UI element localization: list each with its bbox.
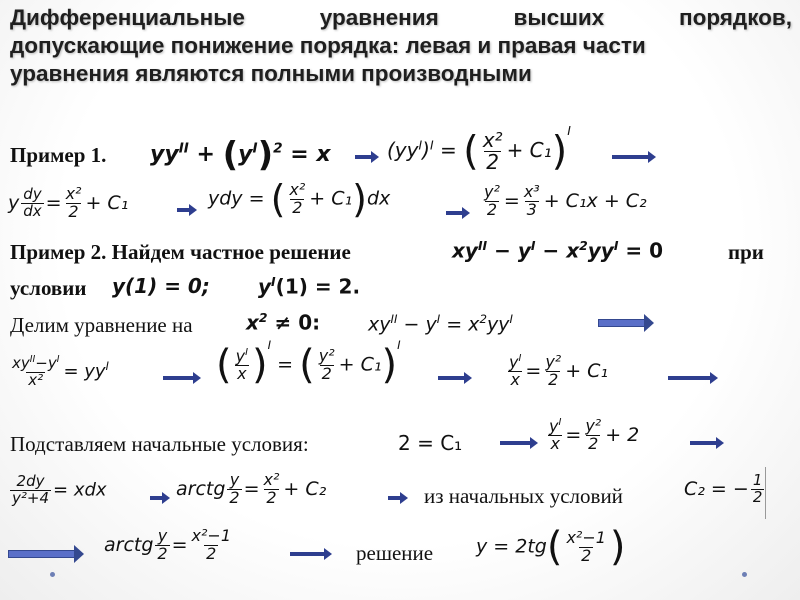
initial-num <box>547 418 563 435</box>
example1-paren-sup: I <box>252 140 258 157</box>
step2-a-num-1-sup: II <box>29 354 36 365</box>
example1-eq-a-sup: II <box>178 140 189 157</box>
step2-b-paren-open: ( <box>216 342 232 388</box>
step2-c-den: x <box>510 370 520 390</box>
divide-eq-b: − y <box>397 313 437 336</box>
step3-b-d: 2 <box>229 487 240 507</box>
step2-a-num <box>10 355 61 372</box>
step3-a <box>8 474 107 507</box>
step4-eq: = <box>171 533 188 556</box>
step2-b-paren2-open: ( <box>299 342 315 388</box>
step1-b-dx: dx <box>366 187 391 210</box>
step1-c-d2: 3 <box>526 199 537 219</box>
step3-a-eq: = xdx <box>53 479 107 501</box>
title-word-1: Дифференциальные <box>10 5 245 30</box>
step2-b-num-sup: I <box>245 346 248 358</box>
divide-text: Делим уравнение на <box>10 313 193 337</box>
example2-equation <box>452 238 663 263</box>
step1-c-n2: x³ <box>523 182 540 201</box>
rhs-frac-num: x² <box>482 128 503 152</box>
step1-c-rest: + C₁x + C₂ <box>543 189 647 212</box>
solution-n: x²−1 <box>566 527 606 547</box>
cond2-rest: (1) = 2 <box>275 274 353 299</box>
arrow-1 <box>355 155 373 159</box>
solution-word: решение <box>356 541 434 565</box>
step2-b-den: x <box>237 363 247 383</box>
step3-b-frac2 <box>262 472 282 507</box>
divide-eq-a: xy <box>368 313 391 336</box>
divide-eq-a-sup: II <box>390 312 398 326</box>
step1-a-den: dx <box>23 201 42 220</box>
initial-result <box>545 418 639 453</box>
step2-c-num-sup: I <box>518 353 522 364</box>
slide-title <box>10 4 792 88</box>
step3-b-n: y <box>229 470 240 489</box>
step2-a-eq-sup: I <box>105 359 109 373</box>
arrow-12 <box>290 552 326 556</box>
rhs-lhs: (yy <box>387 138 419 162</box>
initial-plus: + 2 <box>605 423 640 446</box>
step1-a-y: y <box>8 191 20 214</box>
step3-c-n: 1 <box>752 471 763 489</box>
divide-eq-b-sup: I <box>436 312 441 326</box>
step1-a-frac <box>21 187 43 220</box>
step4-n: y <box>157 526 168 545</box>
initial-text: Подставляем начальные условия: <box>10 432 309 456</box>
rhs-eq: = <box>439 138 457 162</box>
example2-text: . Найдем частное решение <box>101 240 351 264</box>
rhs-lhs-close: ) <box>422 138 430 162</box>
example1-plus: + <box>196 142 215 167</box>
paren-close: ) <box>257 135 274 175</box>
step2-b-rsup: I <box>397 338 401 353</box>
step4-rd: 2 <box>206 543 217 563</box>
step3-b-frac <box>227 472 241 507</box>
condition-word: условии <box>10 276 87 300</box>
rhs-plus: + C₁ <box>506 138 552 162</box>
example2-tail: при <box>728 240 764 264</box>
step2-b-num-y: y <box>235 345 246 365</box>
title-word-4: порядков, <box>679 5 792 30</box>
initial-rd: 2 <box>588 433 599 453</box>
solution-expr <box>476 524 626 570</box>
step1-a <box>8 186 128 221</box>
solution-frac <box>564 527 607 565</box>
cond2-sup: I <box>271 274 276 289</box>
arrow-thick-1 <box>598 319 646 327</box>
step2-b-frac <box>234 345 250 383</box>
step1-b-plus: + C₁ <box>309 187 353 210</box>
step2-c-num <box>507 354 523 371</box>
step2-b <box>216 338 401 388</box>
divide-expr-rest: ≠ 0: <box>267 310 321 335</box>
step2-b-rd: 2 <box>321 363 332 383</box>
condition-1: y(1) = 0; <box>112 274 210 298</box>
cond-dot: . <box>352 274 361 299</box>
step3-b-rd: 2 <box>266 487 277 507</box>
title-word-2: уравнения <box>319 5 439 30</box>
step1-c-frac2 <box>522 184 542 219</box>
title-word-3: высших <box>513 5 605 30</box>
ex2-eq-b: − y <box>487 238 531 263</box>
step1-c-n1: y² <box>484 182 500 201</box>
step1-b <box>208 177 391 221</box>
step2-c-plus: + C₁ <box>565 359 609 382</box>
example1-paren-inner: y <box>238 142 253 167</box>
step1-b-frac <box>287 179 307 217</box>
step4-a <box>104 528 235 563</box>
step3-b-plus: + C₂ <box>283 477 327 500</box>
arrow-2 <box>612 155 650 159</box>
initial-num-sup: I <box>558 417 562 428</box>
initial-den: x <box>550 434 560 454</box>
divide-eq-d-sup: I <box>509 312 513 326</box>
rhs-outer-sup: I <box>567 123 571 139</box>
step2-c <box>505 354 608 389</box>
step1-a-plus: + C₁ <box>85 191 129 214</box>
step2-c-num-y: y <box>509 352 519 372</box>
step2-c-eq: = <box>525 359 542 382</box>
step2-b-paren2-close: ) <box>381 342 398 388</box>
step2-c-frac <box>507 354 523 389</box>
step1-c <box>480 184 647 219</box>
example1-rhs <box>387 123 571 175</box>
step3-b-fn: arctg <box>176 477 226 500</box>
arrow-3 <box>177 208 191 212</box>
divide-eq-d: yy <box>486 313 510 336</box>
step1-c-frac1 <box>482 184 502 219</box>
step4-rn: x²−1 <box>191 526 231 545</box>
arrow-5 <box>163 376 195 380</box>
step1-b-paren-open: ( <box>270 177 286 221</box>
step4-frac2 <box>190 528 233 563</box>
step2-b-eq: = <box>277 353 294 376</box>
corner-dot-left <box>50 572 55 577</box>
rhs-fraction <box>481 130 505 173</box>
step2-b-rn: y² <box>318 345 335 365</box>
step2-b-paren-close: ) <box>252 342 268 388</box>
ex2-eq-b-sup: I <box>530 238 536 253</box>
ex2-eq-d-sup: I <box>613 238 619 253</box>
step1-a-num: dy <box>23 185 42 204</box>
rhs-lhs-sup2: I <box>429 137 434 153</box>
ex2-eq-d: yy <box>587 238 614 263</box>
step3-c <box>684 473 766 506</box>
step2-c-rd: 2 <box>548 369 559 389</box>
step2-a-frac <box>10 355 61 389</box>
solution-d: 2 <box>581 545 592 565</box>
initial-eq: 2 = C₁ <box>398 431 463 455</box>
step2-b-num <box>234 345 250 365</box>
step3-a-frac <box>10 474 51 507</box>
ex2-eq-c: − x <box>535 238 580 263</box>
initial-eq2: = <box>565 423 582 446</box>
example1-equals-x: = x <box>290 142 331 167</box>
step3-b-rn: x² <box>263 470 280 489</box>
step2-c-rn: y² <box>545 352 562 372</box>
step3-b-eq: = <box>243 477 260 500</box>
step1-a-fn: x² <box>65 184 82 203</box>
step3-a-den: y²+4 <box>12 488 50 507</box>
step2-a-num-2-sup: I <box>56 354 60 365</box>
solution-paren-open: ( <box>546 524 563 570</box>
step3-a-num: 2dy <box>16 472 45 490</box>
step1-c-eq: = <box>503 189 520 212</box>
step3-c-d: 2 <box>752 487 763 506</box>
step1-b-paren-close: ) <box>352 177 367 221</box>
step4-frac <box>155 528 169 563</box>
corner-dot-right <box>742 572 747 577</box>
example2-intro <box>10 240 351 265</box>
divide-eq-c-sup: 2 <box>479 312 487 326</box>
rhs-frac-den: 2 <box>486 150 499 174</box>
step2-a-eq: = yy <box>63 360 106 382</box>
step1-b-lhs: ydy = <box>208 187 265 210</box>
step3-c-frac <box>751 473 765 506</box>
step4-fn: arctg <box>104 533 154 556</box>
solution-paren-close: ) <box>609 524 626 570</box>
arrow-9 <box>690 441 718 445</box>
step3-text: из начальных условий <box>424 484 623 508</box>
divide-expr-sup: 2 <box>258 310 268 325</box>
step2-a <box>8 355 109 389</box>
vertical-divider <box>765 467 766 519</box>
ex2-eq-a: xy <box>452 238 478 263</box>
step1-b-fn: x² <box>289 179 306 199</box>
cond2-y: y <box>258 274 272 299</box>
step2-a-num-1: xy <box>12 354 30 372</box>
step3-c-lhs: C₂ = − <box>684 477 749 500</box>
arrow-11 <box>388 496 402 500</box>
paren-open: ( <box>222 135 239 175</box>
rhs-paren-close: ) <box>551 128 568 175</box>
ex2-eq-c-sup: 2 <box>579 238 588 253</box>
step1-a-eq: = <box>45 191 62 214</box>
initial-frac <box>547 418 563 453</box>
step3-b <box>176 472 326 507</box>
step2-b-frac2 <box>317 345 337 383</box>
title-line-1 <box>10 4 792 32</box>
divide-expr-x: x <box>246 310 259 335</box>
title-line-3: уравнения являются полными производными <box>10 61 532 86</box>
step2-a-num-2: −y <box>35 354 57 372</box>
condition-2 <box>258 274 360 299</box>
divide-equation <box>368 312 513 335</box>
initial-num-y: y <box>549 416 559 436</box>
step1-b-fd: 2 <box>292 197 303 217</box>
divide-expr <box>246 310 320 335</box>
example1-eq-a: yy <box>150 142 179 167</box>
rhs-paren-open: ( <box>463 128 479 175</box>
example1-equation <box>150 135 331 175</box>
arrow-6 <box>438 376 466 380</box>
solution-lhs: y = 2tg <box>476 535 547 558</box>
step2-c-frac2 <box>543 354 563 389</box>
divide-eq-c: = x <box>440 313 480 336</box>
arrow-4 <box>446 211 464 215</box>
arrow-8 <box>500 441 532 445</box>
arrow-10 <box>150 496 164 500</box>
example1-square: 2 <box>273 140 283 157</box>
step4-d: 2 <box>157 543 168 563</box>
step2-b-sup: I <box>267 338 272 353</box>
ex2-eq-a-sup: II <box>477 238 488 253</box>
arrow-thick-2 <box>8 550 76 558</box>
initial-rn: y² <box>585 416 602 436</box>
step2-a-den: x² <box>28 370 44 389</box>
step1-a-frac2 <box>64 186 84 221</box>
title-line-2: допускающие понижение порядка: левая и правая части <box>10 33 646 58</box>
step1-a-fd: 2 <box>68 201 79 221</box>
initial-frac2 <box>583 418 603 453</box>
arrow-7 <box>668 376 712 380</box>
step2-b-plus: + C₁ <box>338 353 382 376</box>
step1-c-d1: 2 <box>486 199 498 219</box>
example1-label: Пример 1. <box>10 143 107 167</box>
rhs-lhs-sup: I <box>418 137 423 153</box>
ex2-eq-e: = 0 <box>618 238 664 263</box>
example2-label: Пример 2 <box>10 240 102 264</box>
